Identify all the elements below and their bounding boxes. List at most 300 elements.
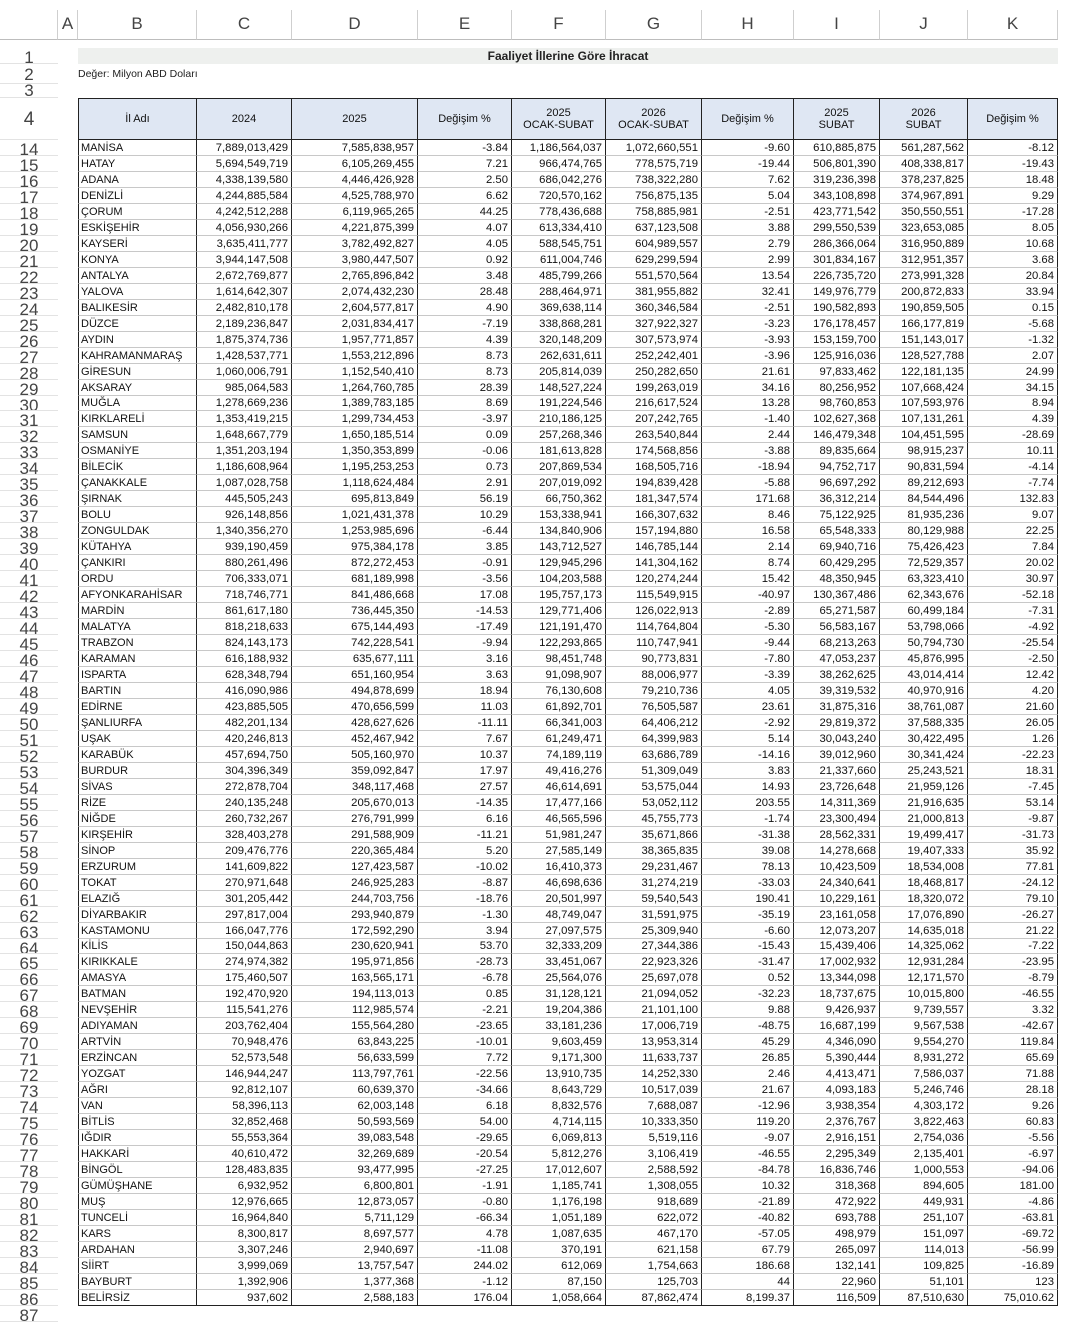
row-header[interactable]: 81: [0, 1210, 58, 1226]
row-header[interactable]: 56: [0, 811, 58, 827]
cell-2024[interactable]: 52,573,548: [197, 1050, 292, 1066]
row-header[interactable]: 40: [0, 555, 58, 571]
cell-2025[interactable]: 4,221,875,399: [292, 220, 418, 236]
cell-2025[interactable]: 1,957,771,857: [292, 332, 418, 348]
cell-2025-subat[interactable]: 3,938,354: [794, 1098, 880, 1114]
cell-change-subat[interactable]: 60.83: [968, 1114, 1058, 1130]
cell-2025-subat[interactable]: 130,367,486: [794, 587, 880, 603]
cell-2026-ocak-subat[interactable]: 181,347,574: [606, 491, 702, 507]
cell-2024[interactable]: 628,348,794: [197, 667, 292, 683]
cell-2025-subat[interactable]: 36,312,214: [794, 491, 880, 507]
cell-2025-ocak-subat[interactable]: 46,698,636: [512, 875, 606, 891]
cell-2026-subat[interactable]: 894,605: [880, 1178, 968, 1194]
cell-change-subat[interactable]: 132.83: [968, 491, 1058, 507]
cell-2025-ocak-subat[interactable]: 191,224,546: [512, 396, 606, 411]
cell-change-subat[interactable]: -4.14: [968, 459, 1058, 475]
cell-il-adi[interactable]: ARTVİN: [78, 1034, 197, 1050]
row-header[interactable]: 85: [0, 1274, 58, 1290]
cell-change-annual[interactable]: -18.76: [418, 891, 512, 907]
cell-change-subat[interactable]: -8.12: [968, 140, 1058, 156]
cell-change-annual[interactable]: -11.08: [418, 1242, 512, 1258]
cell-il-adi[interactable]: SİİRT: [78, 1258, 197, 1274]
row-header[interactable]: 28: [0, 364, 58, 380]
cell-change-ocak-subat[interactable]: 13.28: [702, 396, 794, 411]
cell-change-ocak-subat[interactable]: -33.03: [702, 875, 794, 891]
column-header-i[interactable]: I: [794, 10, 880, 40]
cell-2026-subat[interactable]: 30,341,424: [880, 747, 968, 763]
cell-2025-subat[interactable]: 23,161,058: [794, 907, 880, 923]
cell-change-annual[interactable]: 11.03: [418, 699, 512, 715]
cell-change-ocak-subat[interactable]: -19.44: [702, 156, 794, 172]
cell-2025-ocak-subat[interactable]: 32,333,209: [512, 939, 606, 954]
row-header[interactable]: 51: [0, 731, 58, 747]
cell-il-adi[interactable]: MARDİN: [78, 603, 197, 619]
cell-change-annual[interactable]: -27.25: [418, 1162, 512, 1178]
cell-2024[interactable]: 3,307,246: [197, 1242, 292, 1258]
cell-change-annual[interactable]: 0.85: [418, 986, 512, 1002]
cell-2025[interactable]: 681,189,998: [292, 571, 418, 587]
row-header[interactable]: 79: [0, 1178, 58, 1194]
cell-2026-subat[interactable]: 2,754,036: [880, 1130, 968, 1146]
cell-2026-subat[interactable]: 107,131,261: [880, 411, 968, 427]
cell-2025-ocak-subat[interactable]: 966,474,765: [512, 156, 606, 172]
cell-change-annual[interactable]: 28.48: [418, 284, 512, 300]
cell-2024[interactable]: 861,617,180: [197, 603, 292, 619]
cell-change-ocak-subat[interactable]: 3.83: [702, 763, 794, 779]
row-header[interactable]: 47: [0, 667, 58, 683]
cell-2026-subat[interactable]: 10,015,800: [880, 986, 968, 1002]
cell-2026-subat[interactable]: 122,181,135: [880, 364, 968, 380]
cell-change-subat[interactable]: 30.97: [968, 571, 1058, 587]
cell-change-subat[interactable]: -19.43: [968, 156, 1058, 172]
cell-2026-ocak-subat[interactable]: 120,274,244: [606, 571, 702, 587]
header-2025-ocak-subat[interactable]: [512, 98, 606, 140]
cell-2025-ocak-subat[interactable]: 1,051,189: [512, 1210, 606, 1226]
cell-2026-ocak-subat[interactable]: 1,754,663: [606, 1258, 702, 1274]
cell-2025-subat[interactable]: 14,278,668: [794, 843, 880, 859]
cell-change-subat[interactable]: -63.81: [968, 1210, 1058, 1226]
cell-2025[interactable]: 194,113,013: [292, 986, 418, 1002]
row-header[interactable]: 70: [0, 1034, 58, 1050]
cell-2025-ocak-subat[interactable]: 27,585,149: [512, 843, 606, 859]
cell-2025-subat[interactable]: 10,229,161: [794, 891, 880, 907]
unit-note[interactable]: Değer: Milyon ABD Doları: [78, 68, 198, 80]
row-header[interactable]: 73: [0, 1082, 58, 1098]
cell-2026-ocak-subat[interactable]: 27,344,386: [606, 939, 702, 954]
cell-il-adi[interactable]: MUĞLA: [78, 396, 197, 411]
cell-2026-ocak-subat[interactable]: 25,309,940: [606, 923, 702, 939]
cell-2025-ocak-subat[interactable]: 31,128,121: [512, 986, 606, 1002]
cell-change-ocak-subat[interactable]: -6.60: [702, 923, 794, 939]
cell-il-adi[interactable]: ADANA: [78, 172, 197, 188]
cell-change-ocak-subat[interactable]: 2.99: [702, 252, 794, 268]
cell-change-ocak-subat[interactable]: 171.68: [702, 491, 794, 507]
cell-2025-ocak-subat[interactable]: 129,945,296: [512, 555, 606, 571]
cell-2025-subat[interactable]: 16,836,746: [794, 1162, 880, 1178]
cell-change-ocak-subat[interactable]: -15.43: [702, 939, 794, 954]
cell-2025-ocak-subat[interactable]: 87,150: [512, 1274, 606, 1290]
cell-change-annual[interactable]: -3.56: [418, 571, 512, 587]
row-header[interactable]: 75: [0, 1114, 58, 1130]
cell-change-annual[interactable]: -34.66: [418, 1082, 512, 1098]
cell-change-subat[interactable]: -4.86: [968, 1194, 1058, 1210]
cell-2025[interactable]: 1,195,253,253: [292, 459, 418, 475]
cell-change-subat[interactable]: 181.00: [968, 1178, 1058, 1194]
cell-2024[interactable]: 175,460,507: [197, 970, 292, 986]
cell-2026-ocak-subat[interactable]: 29,231,467: [606, 859, 702, 875]
cell-change-ocak-subat[interactable]: -3.39: [702, 667, 794, 683]
cell-2024[interactable]: 1,353,419,215: [197, 411, 292, 427]
row-header[interactable]: 32: [0, 427, 58, 443]
cell-change-subat[interactable]: 18.48: [968, 172, 1058, 188]
cell-il-adi[interactable]: ZONGULDAK: [78, 523, 197, 539]
cell-2025-ocak-subat[interactable]: 98,451,748: [512, 651, 606, 667]
row-header[interactable]: 15: [0, 156, 58, 172]
cell-change-ocak-subat[interactable]: 14.93: [702, 779, 794, 795]
cell-2026-subat[interactable]: 21,916,635: [880, 795, 968, 811]
cell-2025-subat[interactable]: 132,141: [794, 1258, 880, 1274]
cell-2025[interactable]: 220,365,484: [292, 843, 418, 859]
cell-2025[interactable]: 1,253,985,696: [292, 523, 418, 539]
column-header-d[interactable]: D: [292, 10, 418, 40]
cell-2026-subat[interactable]: 37,588,335: [880, 715, 968, 731]
cell-2025[interactable]: 1,299,734,453: [292, 411, 418, 427]
cell-2024[interactable]: 818,218,633: [197, 619, 292, 635]
row-header[interactable]: 18: [0, 204, 58, 220]
cell-change-subat[interactable]: 9.29: [968, 188, 1058, 204]
cell-2025[interactable]: 163,565,171: [292, 970, 418, 986]
cell-2026-subat[interactable]: 18,320,072: [880, 891, 968, 907]
cell-2026-ocak-subat[interactable]: 114,764,804: [606, 619, 702, 635]
cell-il-adi[interactable]: TOKAT: [78, 875, 197, 891]
cell-2024[interactable]: 706,333,071: [197, 571, 292, 587]
column-header-f[interactable]: F: [512, 10, 606, 40]
cell-2026-ocak-subat[interactable]: 110,747,941: [606, 635, 702, 651]
cell-2024[interactable]: 1,428,537,771: [197, 348, 292, 364]
cell-2026-ocak-subat[interactable]: 637,123,508: [606, 220, 702, 236]
cell-2025-ocak-subat[interactable]: 1,185,741: [512, 1178, 606, 1194]
cell-change-annual[interactable]: -3.97: [418, 411, 512, 427]
cell-2025-subat[interactable]: 29,819,372: [794, 715, 880, 731]
cell-change-ocak-subat[interactable]: -35.19: [702, 907, 794, 923]
cell-2025[interactable]: 1,553,212,896: [292, 348, 418, 364]
cell-2025-subat[interactable]: 318,368: [794, 1178, 880, 1194]
cell-change-ocak-subat[interactable]: 34.16: [702, 380, 794, 396]
cell-il-adi[interactable]: BAYBURT: [78, 1274, 197, 1290]
cell-change-ocak-subat[interactable]: 8,199.37: [702, 1290, 794, 1306]
row-header[interactable]: 62: [0, 907, 58, 923]
column-header-g[interactable]: G: [606, 10, 702, 40]
cell-change-annual[interactable]: 27.57: [418, 779, 512, 795]
cell-2025-subat[interactable]: 9,426,937: [794, 1002, 880, 1018]
cell-2025-ocak-subat[interactable]: 485,799,266: [512, 268, 606, 284]
cell-change-ocak-subat[interactable]: -2.92: [702, 715, 794, 731]
cell-2026-ocak-subat[interactable]: 551,570,564: [606, 268, 702, 284]
cell-2026-subat[interactable]: 323,653,085: [880, 220, 968, 236]
row-header[interactable]: 49: [0, 699, 58, 715]
cell-2026-subat[interactable]: 21,959,126: [880, 779, 968, 795]
header-2025[interactable]: 2025: [292, 98, 418, 140]
cell-2026-subat[interactable]: 374,967,891: [880, 188, 968, 204]
cell-change-subat[interactable]: 71.88: [968, 1066, 1058, 1082]
row-header[interactable]: 37: [0, 507, 58, 523]
column-header-a[interactable]: A: [58, 10, 78, 40]
cell-2026-ocak-subat[interactable]: 157,194,880: [606, 523, 702, 539]
cell-2025-subat[interactable]: 39,319,532: [794, 683, 880, 699]
cell-change-subat[interactable]: -9.87: [968, 811, 1058, 827]
row-header[interactable]: 31: [0, 411, 58, 427]
cell-change-annual[interactable]: -6.78: [418, 970, 512, 986]
row-header[interactable]: 23: [0, 284, 58, 300]
cell-change-ocak-subat[interactable]: 5.04: [702, 188, 794, 204]
header-2026-subat[interactable]: [880, 98, 968, 140]
cell-2025[interactable]: 244,703,756: [292, 891, 418, 907]
row-header[interactable]: 48: [0, 683, 58, 699]
cell-2026-subat[interactable]: 50,794,730: [880, 635, 968, 651]
column-header-h[interactable]: H: [702, 10, 794, 40]
cell-2026-ocak-subat[interactable]: 168,505,716: [606, 459, 702, 475]
cell-2024[interactable]: 270,971,648: [197, 875, 292, 891]
cell-change-annual[interactable]: 176.04: [418, 1290, 512, 1306]
cell-2026-ocak-subat[interactable]: 17,006,719: [606, 1018, 702, 1034]
cell-2026-ocak-subat[interactable]: 21,101,100: [606, 1002, 702, 1018]
cell-2025[interactable]: 1,377,368: [292, 1274, 418, 1290]
cell-il-adi[interactable]: KARABÜK: [78, 747, 197, 763]
cell-2025[interactable]: 39,083,548: [292, 1130, 418, 1146]
cell-change-ocak-subat[interactable]: -2.51: [702, 204, 794, 220]
cell-2025-ocak-subat[interactable]: 66,341,003: [512, 715, 606, 731]
cell-il-adi[interactable]: BİLECİK: [78, 459, 197, 475]
cell-2025[interactable]: 1,152,540,410: [292, 364, 418, 380]
cell-il-adi[interactable]: AFYONKARAHİSAR: [78, 587, 197, 603]
cell-change-ocak-subat[interactable]: -14.16: [702, 747, 794, 763]
cell-2026-ocak-subat[interactable]: 918,689: [606, 1194, 702, 1210]
cell-change-annual[interactable]: 7.72: [418, 1050, 512, 1066]
cell-il-adi[interactable]: KONYA: [78, 252, 197, 268]
cell-change-ocak-subat[interactable]: 32.41: [702, 284, 794, 300]
cell-2025-ocak-subat[interactable]: 369,638,114: [512, 300, 606, 316]
row-header[interactable]: 21: [0, 252, 58, 268]
cell-2026-subat[interactable]: 60,499,184: [880, 603, 968, 619]
cell-2026-ocak-subat[interactable]: 141,304,162: [606, 555, 702, 571]
cell-2026-ocak-subat[interactable]: 263,540,844: [606, 427, 702, 443]
cell-change-ocak-subat[interactable]: -31.47: [702, 954, 794, 970]
cell-il-adi[interactable]: ORDU: [78, 571, 197, 587]
cell-change-annual[interactable]: -8.87: [418, 875, 512, 891]
cell-il-adi[interactable]: AYDIN: [78, 332, 197, 348]
cell-change-annual[interactable]: -1.91: [418, 1178, 512, 1194]
cell-2025-subat[interactable]: 75,122,925: [794, 507, 880, 523]
cell-2025-ocak-subat[interactable]: 48,749,047: [512, 907, 606, 923]
row-header[interactable]: 69: [0, 1018, 58, 1034]
cell-2025-subat[interactable]: 506,801,390: [794, 156, 880, 172]
cell-2025-ocak-subat[interactable]: 613,334,410: [512, 220, 606, 236]
cell-2026-subat[interactable]: 378,237,825: [880, 172, 968, 188]
cell-change-annual[interactable]: 7.67: [418, 731, 512, 747]
cell-change-subat[interactable]: 28.18: [968, 1082, 1058, 1098]
row-header[interactable]: 36: [0, 491, 58, 507]
row-header[interactable]: 14: [0, 140, 58, 156]
cell-2026-subat[interactable]: 9,554,270: [880, 1034, 968, 1050]
row-header-3[interactable]: 3: [0, 84, 58, 98]
row-header[interactable]: 80: [0, 1194, 58, 1210]
cell-2025[interactable]: 2,031,834,417: [292, 316, 418, 332]
cell-il-adi[interactable]: KAHRAMANMARAŞ: [78, 348, 197, 364]
cell-2025[interactable]: 359,092,847: [292, 763, 418, 779]
cell-2024[interactable]: 1,392,906: [197, 1274, 292, 1290]
cell-change-annual[interactable]: 54.00: [418, 1114, 512, 1130]
cell-change-ocak-subat[interactable]: 9.88: [702, 1002, 794, 1018]
cell-change-ocak-subat[interactable]: -1.40: [702, 411, 794, 427]
cell-2026-subat[interactable]: 89,212,693: [880, 475, 968, 491]
cell-change-ocak-subat[interactable]: -3.88: [702, 443, 794, 459]
cell-change-annual[interactable]: -14.53: [418, 603, 512, 619]
cell-change-ocak-subat[interactable]: 3.88: [702, 220, 794, 236]
cell-2026-subat[interactable]: 1,000,553: [880, 1162, 968, 1178]
cell-2025[interactable]: 635,677,111: [292, 651, 418, 667]
cell-2025-ocak-subat[interactable]: 61,892,701: [512, 699, 606, 715]
cell-2025[interactable]: 56,633,599: [292, 1050, 418, 1066]
cell-2026-ocak-subat[interactable]: 194,839,428: [606, 475, 702, 491]
cell-2026-ocak-subat[interactable]: 207,242,765: [606, 411, 702, 427]
cell-change-ocak-subat[interactable]: 8.46: [702, 507, 794, 523]
cell-2024[interactable]: 4,338,139,580: [197, 172, 292, 188]
cell-2024[interactable]: 297,817,004: [197, 907, 292, 923]
cell-change-subat[interactable]: 21.22: [968, 923, 1058, 939]
cell-change-ocak-subat[interactable]: 2.46: [702, 1066, 794, 1082]
cell-2026-subat[interactable]: 51,101: [880, 1274, 968, 1290]
cell-2025-subat[interactable]: 56,583,167: [794, 619, 880, 635]
cell-2026-subat[interactable]: 87,510,630: [880, 1290, 968, 1306]
cell-change-subat[interactable]: 75,010.62: [968, 1290, 1058, 1306]
cell-2025[interactable]: 8,697,577: [292, 1226, 418, 1242]
cell-2026-subat[interactable]: 449,931: [880, 1194, 968, 1210]
header-change-ocak-subat[interactable]: Değişim %: [702, 98, 794, 140]
cell-2024[interactable]: 55,553,364: [197, 1130, 292, 1146]
row-header[interactable]: 42: [0, 587, 58, 603]
cell-il-adi[interactable]: HATAY: [78, 156, 197, 172]
cell-2024[interactable]: 3,999,069: [197, 1258, 292, 1274]
cell-2026-ocak-subat[interactable]: 216,617,524: [606, 396, 702, 411]
cell-2026-ocak-subat[interactable]: 88,006,977: [606, 667, 702, 683]
cell-2026-subat[interactable]: 107,668,424: [880, 380, 968, 396]
cell-change-ocak-subat[interactable]: -3.93: [702, 332, 794, 348]
cell-change-annual[interactable]: 4.05: [418, 236, 512, 252]
cell-2025-subat[interactable]: 96,697,292: [794, 475, 880, 491]
row-header[interactable]: 17: [0, 188, 58, 204]
cell-change-subat[interactable]: 10.11: [968, 443, 1058, 459]
cell-change-ocak-subat[interactable]: -9.44: [702, 635, 794, 651]
cell-change-ocak-subat[interactable]: 2.79: [702, 236, 794, 252]
cell-2026-subat[interactable]: 18,468,817: [880, 875, 968, 891]
cell-2024[interactable]: 985,064,583: [197, 380, 292, 396]
cell-2025-subat[interactable]: 423,771,542: [794, 204, 880, 220]
cell-change-ocak-subat[interactable]: 119.20: [702, 1114, 794, 1130]
cell-change-subat[interactable]: 65.69: [968, 1050, 1058, 1066]
cell-2024[interactable]: 260,732,267: [197, 811, 292, 827]
cell-il-adi[interactable]: KİLİS: [78, 939, 197, 954]
cell-2026-ocak-subat[interactable]: 11,633,737: [606, 1050, 702, 1066]
cell-change-ocak-subat[interactable]: -3.23: [702, 316, 794, 332]
cell-change-ocak-subat[interactable]: 8.74: [702, 555, 794, 571]
cell-2025[interactable]: 675,144,493: [292, 619, 418, 635]
cell-2026-subat[interactable]: 190,859,505: [880, 300, 968, 316]
cell-2026-subat[interactable]: 45,876,995: [880, 651, 968, 667]
cell-2026-subat[interactable]: 2,135,401: [880, 1146, 968, 1162]
cell-2025[interactable]: 155,564,280: [292, 1018, 418, 1034]
row-header[interactable]: 24: [0, 300, 58, 316]
cell-2025[interactable]: 452,467,942: [292, 731, 418, 747]
cell-il-adi[interactable]: KASTAMONU: [78, 923, 197, 939]
cell-2026-subat[interactable]: 273,991,328: [880, 268, 968, 284]
cell-change-annual[interactable]: 17.08: [418, 587, 512, 603]
cell-2025[interactable]: 195,971,856: [292, 954, 418, 970]
cell-2025[interactable]: 230,620,941: [292, 939, 418, 954]
cell-2026-ocak-subat[interactable]: 21,094,052: [606, 986, 702, 1002]
cell-change-ocak-subat[interactable]: -46.55: [702, 1146, 794, 1162]
cell-change-annual[interactable]: 56.19: [418, 491, 512, 507]
cell-2026-subat[interactable]: 25,243,521: [880, 763, 968, 779]
cell-change-annual[interactable]: -9.94: [418, 635, 512, 651]
cell-change-subat[interactable]: 8.94: [968, 396, 1058, 411]
cell-2025-ocak-subat[interactable]: 33,181,236: [512, 1018, 606, 1034]
cell-change-ocak-subat[interactable]: 39.08: [702, 843, 794, 859]
cell-change-ocak-subat[interactable]: 4.05: [702, 683, 794, 699]
cell-2025[interactable]: 4,525,788,970: [292, 188, 418, 204]
cell-2026-subat[interactable]: 63,323,410: [880, 571, 968, 587]
cell-change-annual[interactable]: 2.91: [418, 475, 512, 491]
cell-2026-ocak-subat[interactable]: 22,923,326: [606, 954, 702, 970]
cell-2025-subat[interactable]: 4,346,090: [794, 1034, 880, 1050]
row-header[interactable]: 58: [0, 843, 58, 859]
cell-2025-ocak-subat[interactable]: 104,203,588: [512, 571, 606, 587]
cell-2024[interactable]: 1,087,028,758: [197, 475, 292, 491]
cell-change-annual[interactable]: -0.80: [418, 1194, 512, 1210]
cell-change-subat[interactable]: -26.27: [968, 907, 1058, 923]
cell-2026-subat[interactable]: 80,129,988: [880, 523, 968, 539]
cell-change-subat[interactable]: 123: [968, 1274, 1058, 1290]
cell-2026-ocak-subat[interactable]: 381,955,882: [606, 284, 702, 300]
cell-2026-subat[interactable]: 151,097: [880, 1226, 968, 1242]
cell-2024[interactable]: 272,878,704: [197, 779, 292, 795]
cell-2025-subat[interactable]: 265,097: [794, 1242, 880, 1258]
cell-2024[interactable]: 328,403,278: [197, 827, 292, 843]
cell-2026-subat[interactable]: 62,343,676: [880, 587, 968, 603]
cell-il-adi[interactable]: DİYARBAKIR: [78, 907, 197, 923]
cell-2024[interactable]: 274,974,382: [197, 954, 292, 970]
cell-2025-ocak-subat[interactable]: 61,249,471: [512, 731, 606, 747]
cell-2025[interactable]: 428,627,626: [292, 715, 418, 731]
cell-2026-ocak-subat[interactable]: 13,953,314: [606, 1034, 702, 1050]
cell-2025[interactable]: 1,650,185,514: [292, 427, 418, 443]
row-header[interactable]: 57: [0, 827, 58, 843]
column-header-b[interactable]: B: [78, 10, 197, 40]
row-header-2[interactable]: 2: [0, 64, 58, 84]
cell-2025-subat[interactable]: 10,423,509: [794, 859, 880, 875]
row-header[interactable]: 67: [0, 986, 58, 1002]
cell-change-ocak-subat[interactable]: 67.79: [702, 1242, 794, 1258]
cell-2026-ocak-subat[interactable]: 250,282,650: [606, 364, 702, 380]
cell-2026-subat[interactable]: 81,935,236: [880, 507, 968, 523]
cell-2024[interactable]: 1,875,374,736: [197, 332, 292, 348]
cell-change-ocak-subat[interactable]: -2.89: [702, 603, 794, 619]
cell-2025[interactable]: 872,272,453: [292, 555, 418, 571]
cell-2026-subat[interactable]: 53,798,066: [880, 619, 968, 635]
cell-change-ocak-subat[interactable]: 7.62: [702, 172, 794, 188]
cell-2026-ocak-subat[interactable]: 146,785,144: [606, 539, 702, 555]
cell-2025-subat[interactable]: 60,429,295: [794, 555, 880, 571]
cell-2024[interactable]: 3,635,411,777: [197, 236, 292, 252]
